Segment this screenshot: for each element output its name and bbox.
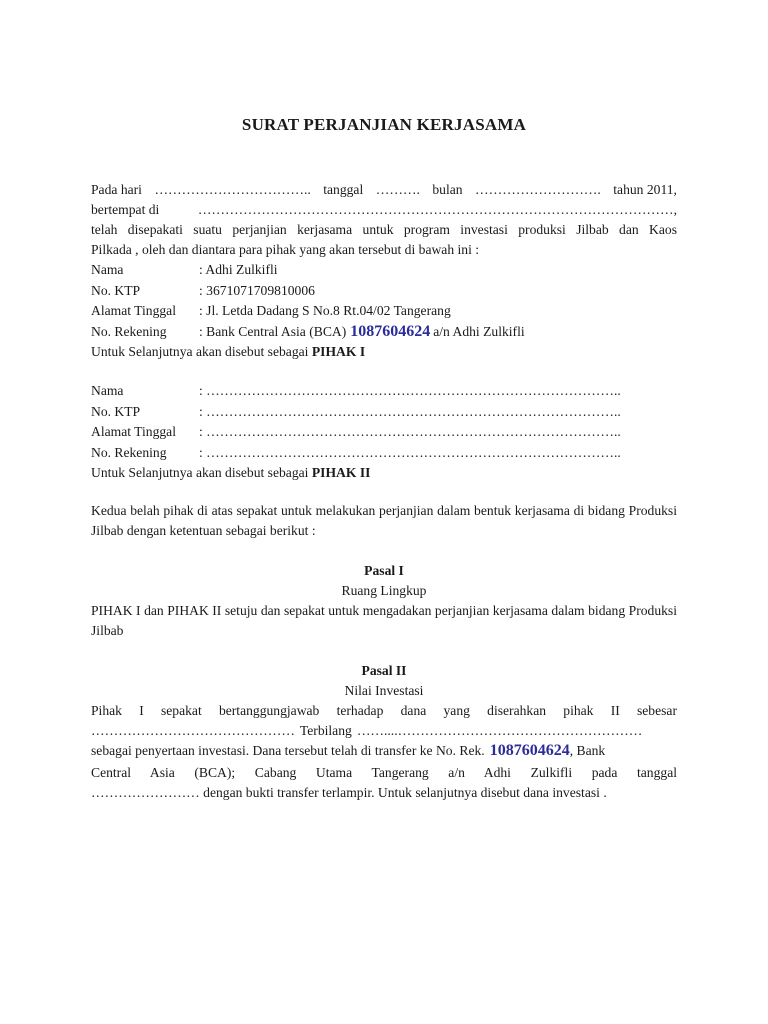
pasal-1-subheading: Ruang Lingkup — [341, 583, 427, 598]
intro-line-4: Pilkada , oleh dan diantara para pihak yang akan tersebut di bawah ini : — [91, 242, 480, 257]
party2-field-row — [91, 422, 677, 443]
intro-line-2 — [91, 200, 677, 220]
rekening-holder: a/n Adhi Zulkifli — [433, 323, 525, 339]
pasal-1-body: PIHAK I dan PIHAK II setuju dan sepakat untuk mengadakan perjanjian kerjasama dalam bidang Produksi Jilbab — [91, 603, 677, 638]
intro-dots-tempat: ……………………………………………………………………………………………, — [197, 202, 677, 217]
party1-field-row — [91, 281, 677, 302]
field-label: No. Rekening — [91, 323, 167, 339]
party-2-section — [91, 381, 677, 483]
designation-name: PIHAK II — [311, 465, 371, 480]
intro-line-3: telah disepakati suatu perjanjian kerjasama untuk program investasi produksi Jilbab dan Kaos — [91, 222, 677, 237]
field-value: : ……………………………………………………………………………….. — [199, 403, 621, 419]
intro-tanggal: tanggal — [323, 182, 364, 197]
intro-line-1 — [91, 180, 677, 200]
intro-bulan: bulan — [432, 182, 463, 197]
field-label: Alamat Tinggal — [91, 424, 176, 439]
designation-name: PIHAK I — [311, 344, 366, 359]
amount-dots: ……………………………………… — [91, 723, 295, 738]
intro-paragraph — [91, 180, 677, 260]
pasal-2-subheading: Nilai Investasi — [344, 683, 424, 698]
agreement-paragraph: Kedua belah pihak di atas sepakat untuk melakukan perjanjian dalam bentuk kerjasama di bidang Produksi Jilbab dengan ketentuan sebagai berikut : — [91, 503, 677, 538]
party2-field-row — [91, 402, 677, 423]
intro-dots-bulan: ………………………. — [475, 182, 601, 197]
field-value: : Jl. Letda Dadang S No.8 Rt.04/02 Tangerang — [199, 303, 451, 318]
field-label: No. KTP — [91, 403, 141, 419]
terbilang-dots: ……....……………………………………………… — [356, 723, 643, 738]
field-label: No. KTP — [91, 282, 141, 298]
field-value: : ……………………………………………………………………………….. — [199, 424, 621, 439]
party-1-rows — [91, 260, 677, 322]
field-label: Nama — [91, 383, 124, 398]
rekening-bank: : Bank Central Asia (BCA) — [199, 323, 347, 339]
party-1-section — [91, 260, 677, 362]
pasal-2-heading: Pasal II — [361, 663, 407, 678]
intro-pada-hari: Pada hari — [91, 182, 142, 197]
party-1-rekening-row — [91, 322, 677, 343]
terbilang-label: Terbilang — [299, 723, 352, 738]
date-dots: …………………… — [91, 785, 200, 800]
field-value: : ……………………………………………………………………………….. — [199, 444, 621, 460]
party1-field-row — [91, 301, 677, 322]
party1-field-row — [91, 260, 677, 281]
party-1-designation — [91, 342, 677, 362]
field-label: Alamat Tinggal — [91, 303, 176, 318]
pasal-2-line-3 — [91, 741, 677, 763]
document-title: SURAT PERJANJIAN KERJASAMA — [241, 115, 527, 134]
designation-text: Untuk Selanjutnya akan disebut sebagai — [91, 344, 309, 359]
pasal-2-line-4: Central Asia (BCA); Cabang Utama Tangerang a/n Adhi Zulkifli pada tanggal — [91, 765, 677, 780]
pasal-2-section — [91, 661, 677, 803]
designation-text: Untuk Selanjutnya akan disebut sebagai — [91, 465, 309, 480]
rekening-number: 1087604624 — [350, 322, 431, 340]
pasal-2-line-1: Pihak I sepakat bertanggungjawab terhadap dana yang diserahkan pihak II sebesar — [91, 703, 677, 718]
party2-field-row — [91, 443, 677, 464]
intro-tahun: tahun 2011, — [613, 182, 677, 197]
field-label: No. Rekening — [91, 444, 167, 460]
transfer-bank-suffix: , Bank — [569, 743, 606, 758]
field-value: : 3671071709810006 — [199, 282, 315, 298]
party-2-rows — [91, 381, 677, 463]
field-value: : Adhi Zulkifli — [199, 262, 278, 277]
party-2-designation — [91, 463, 677, 483]
field-label: Nama — [91, 262, 124, 277]
transfer-text: sebagai penyertaan investasi. Dana tersebut telah di transfer ke No. Rek. — [91, 743, 485, 758]
pasal-1-section — [91, 561, 677, 641]
party2-field-row — [91, 381, 677, 402]
intro-dots-tanggal: ………. — [375, 182, 420, 197]
intro-dots-hari: …………………………….. — [154, 182, 311, 197]
pasal-2-line-5 — [91, 783, 677, 803]
transfer-proof-text: dengan bukti transfer terlampir. Untuk selanjutnya disebut dana investasi . — [203, 785, 607, 800]
pasal-2-line-2 — [91, 721, 677, 741]
pasal-1-heading: Pasal I — [364, 563, 404, 578]
field-value: : ……………………………………………………………………………….. — [199, 383, 621, 398]
transfer-account-number: 1087604624 — [489, 742, 570, 759]
intro-bertempat: bertempat di — [91, 202, 160, 217]
